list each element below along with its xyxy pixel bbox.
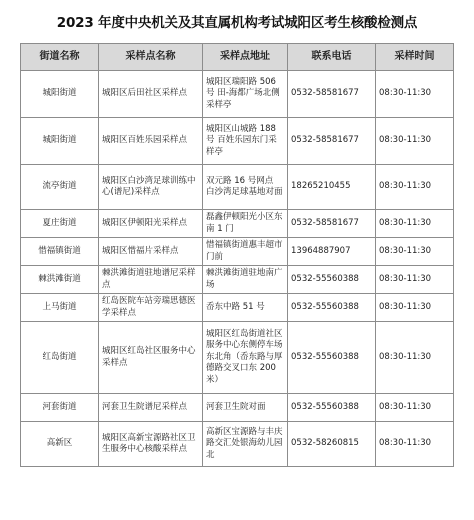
table-row [21, 71, 454, 118]
cell-site-address: 双元路 16 号网点 白沙湾足球基地对面 [203, 165, 288, 210]
cell-time: 08:30-11:30 [376, 422, 454, 467]
cell-time: 08:30-11:30 [376, 118, 454, 165]
table-row [21, 118, 454, 165]
cell-time: 08:30-11:30 [376, 210, 454, 238]
cell-street: 夏庄街道 [21, 210, 99, 238]
cell-site-name: 红岛医院车站旁瑞思德医学采样点 [99, 294, 203, 322]
testing-sites-table [20, 43, 454, 467]
cell-street: 城阳街道 [21, 71, 99, 118]
cell-phone: 0532-55560388 [288, 322, 376, 394]
cell-site-name: 城阳区惜福片采样点 [99, 238, 203, 266]
table-row [21, 294, 454, 322]
header-site-address: 采样点地址 [203, 44, 288, 71]
cell-site-name: 城阳区后田社区采样点 [99, 71, 203, 118]
cell-phone: 18265210455 [288, 165, 376, 210]
cell-phone: 0532-58581677 [288, 118, 376, 165]
cell-time: 08:30-11:30 [376, 394, 454, 422]
cell-phone: 0532-55560388 [288, 294, 376, 322]
cell-time: 08:30-11:30 [376, 322, 454, 394]
table-row [21, 165, 454, 210]
cell-street: 红岛街道 [21, 322, 99, 394]
cell-phone: 0532-55560388 [288, 266, 376, 294]
table-row [21, 238, 454, 266]
cell-street: 棘洪滩街道 [21, 266, 99, 294]
header-time: 采样时间 [376, 44, 454, 71]
cell-street: 上马街道 [21, 294, 99, 322]
table-row [21, 210, 454, 238]
cell-site-name: 城阳区百姓乐园采样点 [99, 118, 203, 165]
cell-phone: 0532-58581677 [288, 71, 376, 118]
cell-street: 河套街道 [21, 394, 99, 422]
table-row [21, 322, 454, 394]
cell-site-name: 城阳区白沙湾足球训练中心(谱尼)采样点 [99, 165, 203, 210]
document-title: 2023 年度中央机关及其直属机构考试城阳区考生核酸检测点 [56, 15, 418, 31]
cell-site-address: 磊鑫伊顿阳光小区东南 1 门 [203, 210, 288, 238]
cell-street: 高新区 [21, 422, 99, 467]
cell-site-name: 城阳区伊顿阳光采样点 [99, 210, 203, 238]
cell-time: 08:30-11:30 [376, 165, 454, 210]
cell-phone: 13964887907 [288, 238, 376, 266]
table-row [21, 422, 454, 467]
cell-street: 惜福镇街道 [21, 238, 99, 266]
cell-site-address: 城阳区瑞阳路 506 号 田-海都广场北侧采样亭 [203, 71, 288, 118]
cell-phone: 0532-58260815 [288, 422, 376, 467]
cell-time: 08:30-11:30 [376, 238, 454, 266]
cell-site-name: 棘洪滩街道驻地谱尼采样点 [99, 266, 203, 294]
cell-site-address: 高新区宝源路与丰庆路交汇处银海幼儿园北 [203, 422, 288, 467]
cell-site-name: 城阳区红岛社区服务中心采样点 [99, 322, 203, 394]
cell-site-address: 城阳区红岛街道社区服务中心东侧停车场东北角（岙东路与厚德路交叉口东 200 米） [203, 322, 288, 394]
header-phone: 联系电话 [288, 44, 376, 71]
cell-site-address: 岙东中路 51 号 [203, 294, 288, 322]
table-header-row [21, 44, 454, 71]
cell-site-address: 棘洪滩街道驻地南广场 [203, 266, 288, 294]
cell-phone: 0532-58581677 [288, 210, 376, 238]
cell-site-address: 城阳区山城路 188 号 百姓乐园东门采样亭 [203, 118, 288, 165]
cell-phone: 0532-55560388 [288, 394, 376, 422]
cell-site-address: 河套卫生院对面 [203, 394, 288, 422]
cell-street: 流亭街道 [21, 165, 99, 210]
header-site-name: 采样点名称 [99, 44, 203, 71]
cell-time: 08:30-11:30 [376, 294, 454, 322]
cell-site-name: 河套卫生院谱尼采样点 [99, 394, 203, 422]
cell-time: 08:30-11:30 [376, 71, 454, 118]
cell-time: 08:30-11:30 [376, 266, 454, 294]
header-street: 街道名称 [21, 44, 99, 71]
cell-street: 城阳街道 [21, 118, 99, 165]
cell-site-address: 惜福镇街道惠丰超市门前 [203, 238, 288, 266]
cell-site-name: 城阳区高新宝源路社区卫生服务中心核酸采样点 [99, 422, 203, 467]
table-row [21, 266, 454, 294]
table-row [21, 394, 454, 422]
